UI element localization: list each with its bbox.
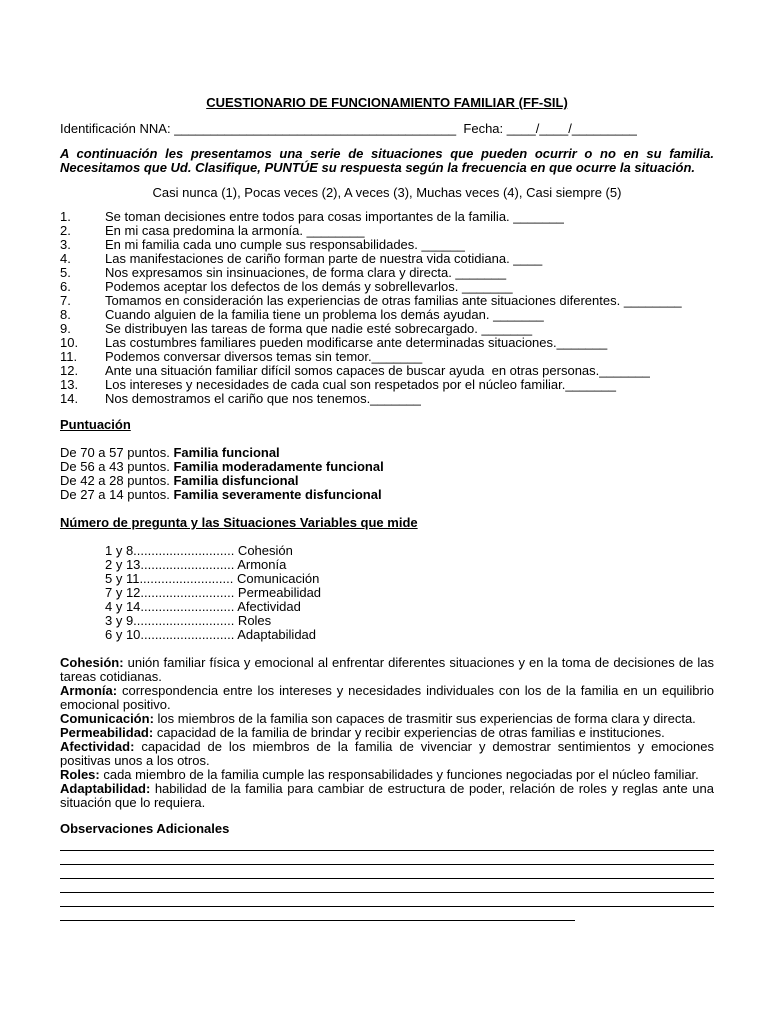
scoring-list [60,446,714,502]
questionnaire-page [60,96,714,922]
question-text: Los intereses y necesidades de cada cual son respetados por el núcleo familiar._______ [105,377,616,392]
identification-label: Identificación NNA: [60,121,171,136]
definition-term: Comunicación: [60,711,154,726]
question-item[interactable] [60,322,714,336]
observation-line[interactable] [60,908,575,921]
question-text: En mi casa predomina la armonía. ________ [105,223,365,238]
date-field[interactable]: ____/____/_________ [506,121,637,136]
question-number: 4. [60,251,71,266]
variables-list [105,544,714,642]
scoring-label: Familia moderadamente funcional [173,459,384,474]
variable-row: 7 y 12.......................... Permeabilidad [105,585,322,600]
definition-text: habilidad de la familia para cambiar de estructura de poder, relación de roles y reglas ante una situación que lo requiera. [60,781,714,810]
question-item[interactable] [60,210,714,224]
question-number: 14. [60,391,79,406]
question-number: 13. [60,377,79,392]
question-number: 12. [60,363,79,378]
identification-field[interactable]: _______________________________________ [174,121,457,136]
definition-text: unión familiar física y emocional al enfrentar diferentes situaciones y en la toma de decisiones de las tareas cotidianas. [60,655,714,684]
question-item[interactable] [60,350,714,364]
question-text: En mi familia cada uno cumple sus responsabilidades. ______ [105,237,465,252]
identification-row [60,122,714,136]
observation-line[interactable] [60,838,714,851]
question-item[interactable] [60,294,714,308]
scoring-range: De 56 a 43 puntos. [60,459,170,474]
question-list [60,210,714,406]
question-number: 3. [60,237,71,252]
observation-line[interactable] [60,866,714,879]
definition-text: cada miembro de la familia cumple las responsabilidades y funciones negociadas por el núcleo familiar. [99,767,699,782]
question-text: Tomamos en consideración las experiencias de otras familias ante situaciones diferentes. ________ [105,293,682,308]
observations-lines[interactable] [60,838,714,921]
question-item[interactable] [60,266,714,280]
instructions: A continuación les presentamos una serie de situaciones que pueden ocurrir o no en su familia. Necesitamos que Ud. Clasifique, PUNTÚE su respuesta según la frecuencia en que ocurre la situación. [60,146,714,175]
definition-term: Adaptabilidad: [60,781,151,796]
variable-row: 3 y 9............................ Roles [105,613,272,628]
scoring-range: De 42 a 28 puntos. [60,473,170,488]
definition [60,656,714,684]
scoring-title: Puntuación [60,417,131,432]
question-item[interactable] [60,336,714,350]
variable-row: 6 y 10.......................... Adaptabilidad [105,627,317,642]
date-label: Fecha: [463,121,504,136]
definition-term: Armonía: [60,683,118,698]
variables-title: Número de pregunta y las Situaciones Variables que mide [60,515,418,530]
scoring-range: De 27 a 14 puntos. [60,487,170,502]
question-number: 5. [60,265,71,280]
observation-line[interactable] [60,880,714,893]
scoring-label: Familia disfuncional [173,473,299,488]
definition-term: Roles: [60,767,100,782]
scoring-label: Familia severamente disfuncional [173,487,382,502]
question-number: 11. [60,349,78,364]
response-scale: Casi nunca (1), Pocas veces (2), A veces (3), Muchas veces (4), Casi siempre (5) [152,185,622,200]
definitions [60,656,714,810]
definition [60,768,714,782]
question-item[interactable] [60,364,714,378]
scoring-row [60,488,714,502]
question-item[interactable] [60,280,714,294]
definition-text: correspondencia entre los intereses y necesidades individuales con los de la familia en un equilibrio emocional positivo. [60,683,714,712]
question-text: Se distribuyen las tareas de forma que nadie esté sobrecargado. _______ [105,321,533,336]
definition [60,712,714,726]
question-number: 8. [60,307,71,322]
question-number: 6. [60,279,71,294]
definition-term: Permeabilidad: [60,725,154,740]
observation-line[interactable] [60,894,714,907]
question-text: Las manifestaciones de cariño forman parte de nuestra vida cotidiana. ____ [105,251,543,266]
question-text: Podemos conversar diversos temas sin temor._______ [105,349,423,364]
scoring-row [60,460,714,474]
question-item[interactable] [60,224,714,238]
definition [60,726,714,740]
scoring-label: Familia funcional [173,445,280,460]
variable-row: 5 y 11.......................... Comunicación [105,571,320,586]
question-text: Podemos aceptar los defectos de los demás y sobrellevarlos. _______ [105,279,513,294]
question-number: 1. [60,209,71,224]
question-item[interactable] [60,238,714,252]
variable-row: 1 y 8............................ Cohesión [105,543,293,558]
definition-text: los miembros de la familia son capaces de trasmitir sus experiencias de forma clara y directa. [153,711,696,726]
variable-row: 4 y 14.......................... Afectividad [105,599,301,614]
definition-term: Afectividad: [60,739,135,754]
question-text: Cuando alguien de la familia tiene un problema los demás ayudan. _______ [105,307,544,322]
scoring-row [60,446,714,460]
question-item[interactable] [60,378,714,392]
definition-text: capacidad de los miembros de la familia de vivenciar y demostrar sentimientos y emociones positivas unos a los otros. [60,739,714,768]
scoring-row [60,474,714,488]
question-text: Nos demostramos el cariño que nos tenemos._______ [105,391,421,406]
page-title: CUESTIONARIO DE FUNCIONAMIENTO FAMILIAR (FF-SIL) [206,95,568,110]
question-item[interactable] [60,392,714,406]
observations-title: Observaciones Adicionales [60,821,230,836]
observation-line[interactable] [60,852,714,865]
scoring-range: De 70 a 57 puntos. [60,445,170,460]
definition [60,740,714,768]
question-item[interactable] [60,252,714,266]
variable-row: 2 y 13.......................... Armonía [105,557,287,572]
definition [60,684,714,712]
question-number: 9. [60,321,71,336]
definition-term: Cohesión: [60,655,124,670]
question-text: Se toman decisiones entre todos para cosas importantes de la familia. _______ [105,209,564,224]
question-number: 7. [60,293,71,308]
question-item[interactable] [60,308,714,322]
question-text: Ante una situación familiar difícil somos capaces de buscar ayuda en otras personas._______ [105,363,650,378]
question-text: Las costumbres familiares pueden modificarse ante determinadas situaciones._______ [105,335,608,350]
definition [60,782,714,810]
question-number: 10. [60,335,79,350]
question-number: 2. [60,223,71,238]
question-text: Nos expresamos sin insinuaciones, de forma clara y directa. _______ [105,265,507,280]
definition-text: capacidad de la familia de brindar y recibir experiencias de otras familias e instituciones. [153,725,665,740]
